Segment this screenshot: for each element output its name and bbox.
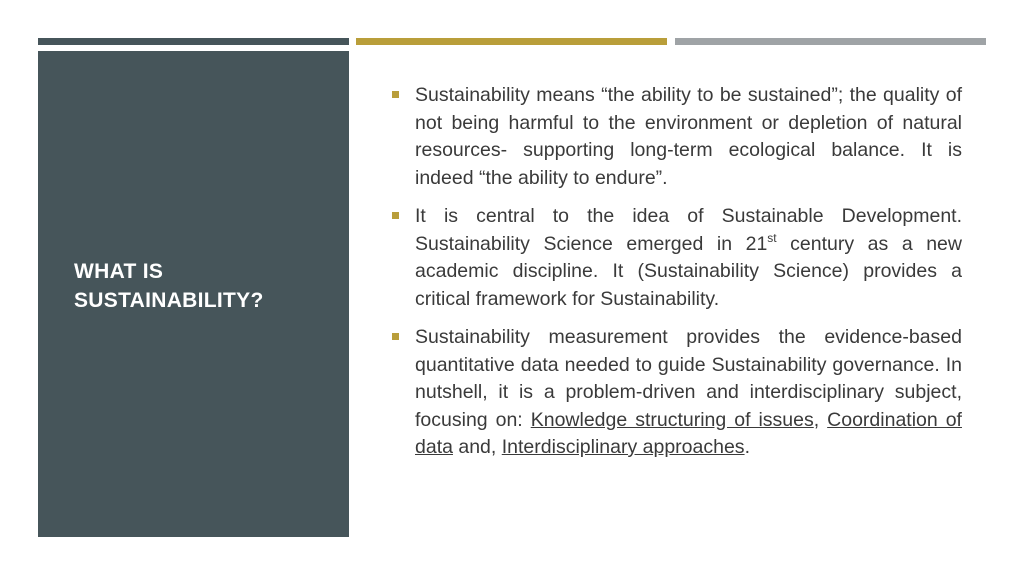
square-bullet-icon xyxy=(392,333,399,340)
period-text: . xyxy=(744,436,750,458)
superscript-st: st xyxy=(767,230,777,245)
bullet-item-definition xyxy=(390,82,962,192)
bullet-item-science xyxy=(390,203,962,313)
separator-text: , xyxy=(813,408,828,431)
slide-title-line1: WHAT IS xyxy=(74,260,164,283)
interdisciplinary-approaches-link[interactable]: Interdisciplinary approaches xyxy=(501,436,745,458)
top-bar-gray xyxy=(675,38,986,45)
bullet-text: Sustainability means “the ability to be sustained”; the quality of not being harmful to the environment or depletion of natural resources- supporting long-term ecological balance. It is indeed “the ability to endure”. xyxy=(415,84,962,189)
slide-title xyxy=(74,257,334,315)
title-panel xyxy=(38,51,349,537)
coordination-of-data-link[interactable]: Coordination of data xyxy=(415,408,962,458)
separator-text: and, xyxy=(452,436,502,458)
square-bullet-icon xyxy=(392,91,399,98)
bullet-list xyxy=(390,82,962,473)
top-bar-gold xyxy=(356,38,667,45)
top-bar-slate xyxy=(38,38,349,45)
bullet-text: Sustainability measurement provides the evidence-based quantitative data needed to guide Sustainability governance. In nutshell, it is a problem-driven and interdisciplinary subject, focusing on: xyxy=(415,326,962,431)
bullet-text: It is central to the idea of Sustainable Development. Sustainability Science emerged in 21 xyxy=(415,205,962,255)
knowledge-structuring-link[interactable]: Knowledge structuring of issues xyxy=(530,408,814,431)
bullet-item-measurement xyxy=(390,324,962,462)
slide-title-line2: SUSTAINABILITY? xyxy=(74,289,264,312)
bullet-text: century as a new academic discipline. It (Sustainability Science) provides a critical framework for Sustainability. xyxy=(415,232,962,310)
square-bullet-icon xyxy=(392,212,399,219)
